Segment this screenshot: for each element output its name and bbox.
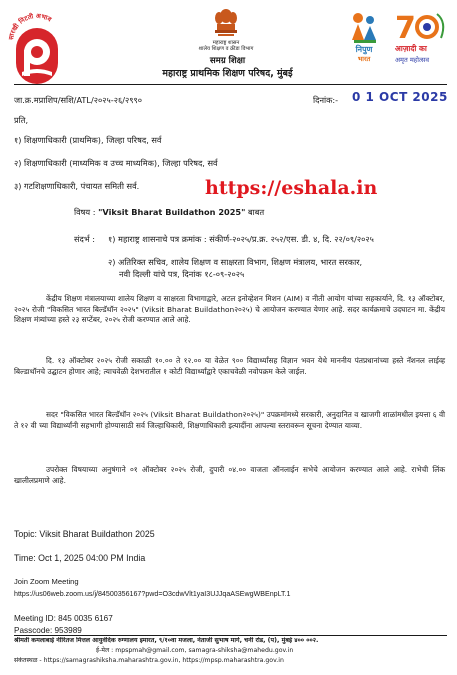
body-paragraph-4: उपरोक्त विषयाच्या अनुषंगाने ०१ ऑक्टोबर २०२५ रोजी, दुपारी ०४.०० वाजता ऑनलाईन सभेचे आयोजन करण्यात आले आहे. राभेची लिंक खालीलप्रमाणे आहे. bbox=[14, 465, 445, 485]
azadi-label-1: आज़ादी का bbox=[395, 44, 427, 53]
date-stamp: 0 1 OCT 2025 bbox=[352, 90, 448, 104]
org-name-line-2: महाराष्ट्र प्राथमिक शिक्षण परिषद, मुंबई bbox=[162, 68, 293, 79]
footer-website-label: संकेतस्थळ - bbox=[14, 657, 42, 664]
footer-divider bbox=[14, 635, 447, 636]
recipient-item: १) शिक्षणाधिकारी (प्राथमिक), जिल्हा परिषद, सर्व bbox=[14, 135, 162, 145]
emblem-caption-2: शालेय शिक्षण व क्रीडा विभाग bbox=[198, 46, 254, 52]
letter-number: जा.क्र.मप्राशिप/सशि/ATL/२०२५-२६/२९९० bbox=[14, 95, 143, 105]
nipun-label-1: निपुण bbox=[355, 45, 373, 54]
header-divider bbox=[14, 84, 447, 85]
watermark-url: https://eshala.in bbox=[205, 177, 378, 199]
recipient-item: २) शिक्षणाधिकारी (माध्यमिक व उच्च माध्यमिक), जिल्हा परिषद, सर्व bbox=[14, 158, 218, 168]
svg-text:7: 7 bbox=[395, 11, 416, 44]
body-paragraph-1: केंद्रीय शिक्षण मंत्रालयाच्या शालेय शिक्षण व साक्षरता विभागाद्वारे, अटल इनोव्हेशन मिशन (AIM) व नीती आयोग यांच्या सहकार्याने, दि. १३ ऑक्टोबर, २०२५ रोजी "विकसित भारत बिल्डॅथॉन २०२५" (Viksit Bharat Buildathon२०२५) चे आयोजन करण्यात येणार आहे. सदर कार्यक्रमाचे उदघाटन मा. केंद्रीय शिक्षण मंत्र्यांच्या हस्ते २३ सप्टेंबर, २०२५ रोजी करण्यात आले आहे. bbox=[14, 294, 445, 324]
sandarbh-item-1: १) महाराष्ट्र शासनाचे पत्र क्रमांक : संकीर्ण-२०२५/प्र.क्र. २५२/एस. डी. ४, दि. २२/०९/२०२५ bbox=[108, 234, 374, 244]
footer-address: श्रीमती कमलाबाई नीरितज मित्तल आयुर्वेदिक रुग्णालय इमारत, ९/१०वा मजला, नेताजी सुभाष मार्ग, चर्नी रोड, (प), मुंबई ४०० ००२. bbox=[14, 637, 319, 644]
subject-suffix: बाबत bbox=[247, 207, 265, 217]
meeting-passcode: Passcode: 953989 bbox=[14, 626, 82, 635]
body-paragraph-2: दि. १३ ऑक्टोबर २०२५ रोजी सकाळी १०.०० ते १२.०० या वेळेत ९०० विद्यार्थ्यांसह विज्ञान भवन येथे माननीय पंतप्रधानांच्या हस्ते नॅशनल लाईव्ह बिल्डाथॉनचे उद्घाटन होणार आहे; त्याचवेळी देशभरातील १ कोटी विद्यार्थ्यांद्वारे एकाचवेळी नवोपक्रम केले जाईल. bbox=[14, 356, 445, 376]
azadi-amrit-mahotsav-logo bbox=[393, 8, 453, 68]
meeting-time: Time: Oct 1, 2025 04:00 PM India bbox=[14, 553, 146, 563]
org-name-line-1: समग्र शिक्षा bbox=[209, 56, 246, 66]
state-emblem-icon bbox=[210, 6, 242, 42]
sandarbh-label: संदर्भ : bbox=[74, 234, 95, 244]
footer-email-label: ई-मेल : bbox=[96, 647, 114, 654]
recipients-prati: प्रति, bbox=[14, 115, 29, 125]
svg-text:सारखी निटती अभाव: रखी निटती अभाव bbox=[8, 11, 53, 35]
subject-line bbox=[74, 206, 264, 218]
join-zoom-label: Join Zoom Meeting bbox=[14, 577, 79, 586]
azadi-label-2: अमृत महोत्सव bbox=[395, 56, 429, 64]
sandarbh-item-2-line-1: २) अतिरिक्त सचिव, शालेय शिक्षण व साक्षरता विभाग, शिक्षण मंत्रालय, भारत सरकार, bbox=[108, 257, 363, 267]
emblem-caption-1: महाराष्ट्र शासन bbox=[212, 40, 240, 46]
nipun-label-2: भारत bbox=[357, 55, 371, 63]
recipient-item: ३) गटशिक्षणाधिकारी, पंचायत समिती सर्व. bbox=[14, 181, 140, 191]
meeting-topic: Topic: Viksit Bharat Buildathon 2025 bbox=[14, 529, 155, 539]
footer-website-value[interactable]: https://samagrashiksha.maharashtra.gov.in, https://mpsp.maharashtra.gov.in bbox=[43, 657, 284, 664]
subject-label: विषय : bbox=[74, 207, 96, 217]
subject-text: "Viksit Bharat Buildathon 2025" bbox=[98, 207, 246, 217]
footer-email-value[interactable]: mpspmah@gmail.com, samagra-shiksha@mahedu.gov.in bbox=[115, 647, 294, 654]
body-paragraph-3: सदर "विकसित भारत बिल्डॅथॉन २०२५ (Viksit Bharat Buildathon२०२५)" उपक्रमांमध्ये सरकारी, अनुदानित व खाजगी शाळांमधील इयत्ता ६ वी ते १२ वी च्या विद्यार्थ्यांनी सहभागी होण्यासाठी सर्व जिल्हाधिकारी, शिक्षणाधिकारी इत्यादींना आपल्या स्तरावरून सूचना देण्यात याव्या. bbox=[14, 410, 445, 430]
sandarbh-item-2-line-2: नवी दिल्ली यांचे पत्र, दिनांक १८-०९-२०२५ bbox=[119, 269, 245, 279]
samagra-logo bbox=[8, 6, 66, 92]
zoom-meeting-link[interactable]: https://us06web.zoom.us/j/84500356167?pwd=O3cdwVlt1yaI3UJJqaASEwgWBEnpLT.1 bbox=[14, 590, 291, 598]
date-label: दिनांक:- bbox=[313, 95, 339, 105]
nipun-bharat-logo bbox=[342, 10, 386, 64]
footer-website bbox=[14, 657, 454, 665]
footer-email bbox=[96, 647, 293, 655]
meeting-id: Meeting ID: 845 0035 6167 bbox=[14, 614, 113, 623]
